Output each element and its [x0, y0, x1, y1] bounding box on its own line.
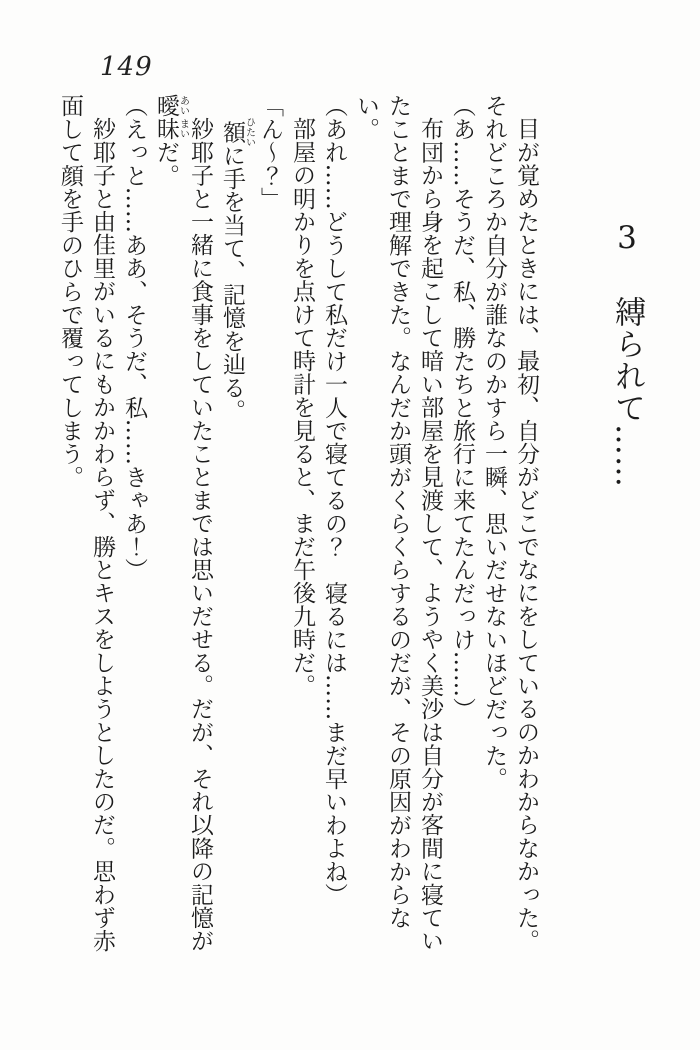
paragraph: 布団から身を起こして暗い部屋を見渡して、ようやく美沙は自分が客間に寝ていたことまで理解できた。なんだか頭がくらくらするのだが、その原因がわからない。: [353, 94, 443, 953]
ruby-annotated-text: 額ひたい: [219, 117, 255, 147]
paragraph: 「ん〜？」: [257, 94, 283, 210]
paragraph: 紗耶子と一緒に食事をしていたことまでは思いだせる。だが、それ以降の記憶が曖あい昧まいだ。: [153, 94, 213, 953]
chapter-heading: [600, 94, 654, 974]
paragraph: 目が覚めたときには、最初、自分がどこでなにをしているのかわからなかった。それどころか自分が誰なのかすら一瞬、思いだせないほどだった。: [481, 94, 539, 953]
ruby-annotated-text: 曖あい: [153, 94, 189, 118]
paragraph: 額ひたいに手を当て、記憶を辿る。: [219, 117, 255, 422]
paragraph: （あ……そうだ、私、勝たちと旅行に来てたんだっけ……）: [449, 94, 475, 721]
page-content: [54, 94, 654, 974]
paragraph: （あれ……どうして私だけ一人で寝てるの？ 寝るには……まだ早いわよね）: [321, 94, 347, 906]
paragraph: 部屋の明かりを点けて時計を見ると、まだ午後九時だ。: [289, 117, 315, 697]
page-number: 149: [100, 52, 153, 82]
text-flow: [54, 94, 542, 974]
ruby-annotated-text: 昧まい: [153, 117, 189, 141]
chapter-number: 3: [609, 220, 645, 257]
paragraph: （えっと……ああ、そうだ、私……きゃあ！）: [121, 94, 147, 582]
chapter-title: 縛られて……: [609, 295, 645, 488]
paragraph: 紗耶子と由佳里がいるにもかかわらず、勝とキスをしようとしたのだ。思わず赤面して顔を手のひらで覆ってしまう。: [57, 94, 115, 953]
